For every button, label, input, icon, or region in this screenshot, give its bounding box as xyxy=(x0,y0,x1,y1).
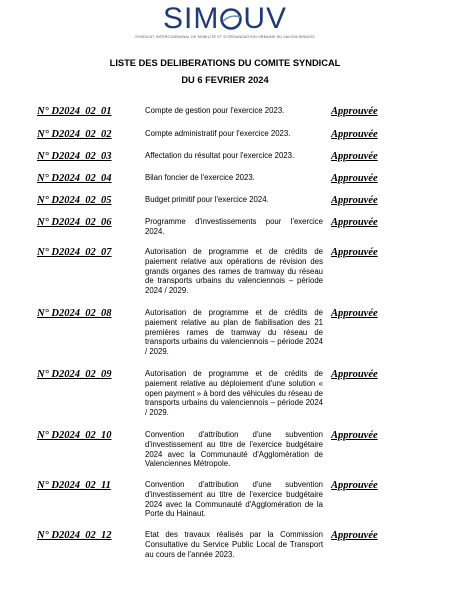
deliberation-description: Affectation du résultat pour l'exercice 2023. xyxy=(145,151,295,160)
deliberation-status: Approuvée xyxy=(331,173,378,184)
deliberation-status: Approuvée xyxy=(331,195,378,206)
deliberation-number: N° D2024_02_01 xyxy=(37,106,112,117)
deliberation-status: Approuvée xyxy=(331,369,378,380)
deliberation-status: Approuvée xyxy=(331,217,378,228)
document-date: DU 6 FEVRIER 2024 xyxy=(181,75,269,85)
deliberation-description: Etat des travaux réalisés par la Commission Consultative du Service Public Local de Transport au cours de l'année 2023. xyxy=(145,530,323,559)
logo-wordmark xyxy=(163,4,287,34)
deliberation-number: N° D2024_02_02 xyxy=(37,129,112,140)
deliberation-number: N° D2024_02_11 xyxy=(37,480,111,491)
deliberation-number: N° D2024_02_09 xyxy=(37,369,112,380)
deliberation-description: Autorisation de programme et de crédits de paiement relative au plan de fiabilisation des 21 premières rames de tramway du réseau de transports urbains du valenciennois – période 2024 / 2029. xyxy=(145,308,323,357)
deliberation-status: Approuvée xyxy=(331,129,378,140)
logo-tagline: SYNDICAT INTERCOMMUNAL DE MOBILITÉ ET D'ORGANISATION URBAINE DU VALENCIENNOIS xyxy=(135,35,315,39)
deliberation-number: N° D2024_02_12 xyxy=(37,530,112,541)
deliberation-description: Convention d'attribution d'une subvention d'investissement au titre de l'exercice budgétaire 2024 avec la Communauté d'Agglomération de la Porte du Hainaut. xyxy=(145,480,323,519)
deliberation-status: Approuvée xyxy=(331,247,378,258)
deliberation-status: Approuvée xyxy=(331,480,378,491)
deliberation-number: N° D2024_02_06 xyxy=(37,217,112,228)
logo-text-right: UV xyxy=(243,2,288,35)
deliberation-number: N° D2024_02_05 xyxy=(37,195,112,206)
deliberation-description: Budget primitif pour l'exercice 2024. xyxy=(145,195,269,204)
deliberation-status: Approuvée xyxy=(331,308,378,319)
deliberation-number: N° D2024_02_08 xyxy=(37,308,112,319)
deliberation-description: Autorisation de programme et de crédits de paiement relative aux opérations de révision des grands organes des rames de tramway du réseau de transports urbains du valenciennois – période 2024 / 2029. xyxy=(145,247,323,296)
deliberation-description: Compte de gestion pour l'exercice 2023. xyxy=(145,106,285,115)
deliberation-number: N° D2024_02_07 xyxy=(37,247,112,258)
logo-text-left: SIM xyxy=(162,2,220,35)
deliberation-number: N° D2024_02_10 xyxy=(37,430,112,441)
logo-globe-icon xyxy=(220,8,242,30)
deliberation-status: Approuvée xyxy=(331,430,378,441)
deliberation-status: Approuvée xyxy=(331,106,378,117)
deliberation-description: Convention d'attribution d'une subvention d'investissement au titre de l'exercice budgétaire 2024 avec la Communauté d'Agglomération de Valenciennes Métropole. xyxy=(145,430,323,469)
deliberation-description: Autorisation de programme et de crédits de paiement relative au déploiement d'une solution « open payment » à bord des véhicules du réseau de transports urbains du valenciennois – période 2024 / 2029. xyxy=(145,369,323,418)
deliberation-number: N° D2024_02_04 xyxy=(37,173,112,184)
document-title: LISTE DES DELIBERATIONS DU COMITE SYNDICAL xyxy=(109,58,341,68)
simouv-logo xyxy=(0,4,450,39)
deliberation-status: Approuvée xyxy=(331,530,378,541)
deliberation-description: Programme d'investissements pour l'exercice 2024. xyxy=(145,217,323,236)
deliberation-description: Compte administratif pour l'exercice 2023. xyxy=(145,129,291,138)
deliberation-number: N° D2024_02_03 xyxy=(37,151,112,162)
deliberation-description: Bilan foncier de l'exercice 2023. xyxy=(145,173,255,182)
deliberation-status: Approuvée xyxy=(331,151,378,162)
